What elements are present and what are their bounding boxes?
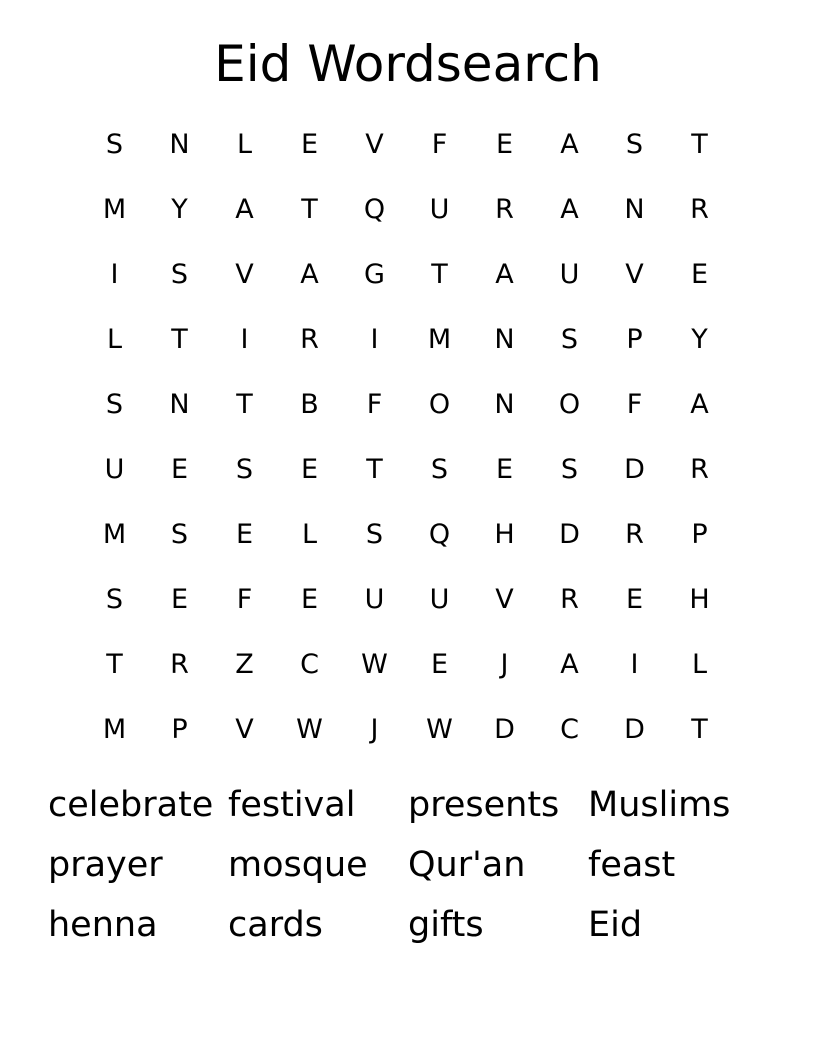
grid-cell: E xyxy=(235,519,254,550)
grid-cell: S xyxy=(105,584,124,615)
grid-cell: F xyxy=(626,389,643,420)
grid-cell: S xyxy=(235,454,254,485)
grid-cell: F xyxy=(366,389,383,420)
grid-cell: Q xyxy=(428,519,451,550)
word-list-item: Muslims xyxy=(588,785,731,825)
grid-cell: N xyxy=(624,194,645,225)
grid-cell: P xyxy=(171,714,188,745)
grid-cell: R xyxy=(690,454,709,485)
grid-cell: Y xyxy=(691,324,708,355)
grid-cell: U xyxy=(559,259,580,290)
word-list-item: celebrate xyxy=(48,785,214,825)
grid-cell: A xyxy=(560,649,579,680)
grid-cell: S xyxy=(365,519,384,550)
word-list-item: prayer xyxy=(48,845,163,885)
grid-cell: J xyxy=(500,649,509,680)
grid-cell: T xyxy=(366,454,383,485)
grid-cell: L xyxy=(236,129,253,160)
word-list-item: gifts xyxy=(408,905,484,945)
grid-cell: E xyxy=(495,454,514,485)
grid-cell: T xyxy=(106,649,123,680)
grid-cell: I xyxy=(110,259,119,290)
grid-cell: A xyxy=(560,194,579,225)
grid-cell: T xyxy=(301,194,318,225)
grid-cell: N xyxy=(169,389,190,420)
grid-cell: G xyxy=(364,259,385,290)
grid-cell: P xyxy=(626,324,643,355)
grid-cell: S xyxy=(170,259,189,290)
grid-cell: A xyxy=(300,259,319,290)
grid-cell: T xyxy=(691,714,708,745)
grid-cell: S xyxy=(170,519,189,550)
grid-cell: W xyxy=(426,714,453,745)
grid-cell: U xyxy=(364,584,385,615)
grid-cell: U xyxy=(104,454,125,485)
grid-cell: A xyxy=(495,259,514,290)
word-list-item: cards xyxy=(228,905,323,945)
grid-cell: A xyxy=(560,129,579,160)
grid-cell: E xyxy=(170,454,189,485)
grid-cell: S xyxy=(625,129,644,160)
grid-cell: H xyxy=(494,519,515,550)
grid-cell: F xyxy=(431,129,448,160)
grid-cell: D xyxy=(624,714,645,745)
grid-cell: D xyxy=(494,714,515,745)
grid-cell: W xyxy=(296,714,323,745)
grid-cell: M xyxy=(102,519,127,550)
grid-cell: N xyxy=(494,324,515,355)
grid-cell: V xyxy=(625,259,644,290)
grid-cell: E xyxy=(170,584,189,615)
grid-cell: R xyxy=(300,324,319,355)
grid-cell: L xyxy=(106,324,123,355)
word-list xyxy=(48,775,768,955)
grid-cell: V xyxy=(235,714,254,745)
grid-cell: E xyxy=(430,649,449,680)
grid-cell: L xyxy=(301,519,318,550)
grid-cell: I xyxy=(370,324,379,355)
grid-cell: R xyxy=(625,519,644,550)
grid-cell: E xyxy=(300,129,319,160)
grid-cell: Z xyxy=(235,649,254,680)
grid-cell: E xyxy=(300,584,319,615)
grid-cell: Q xyxy=(363,194,386,225)
grid-cell: E xyxy=(300,454,319,485)
grid-cell: J xyxy=(370,714,379,745)
grid-cell: S xyxy=(560,454,579,485)
grid-cell: W xyxy=(361,649,388,680)
grid-cell: M xyxy=(102,194,127,225)
grid-cell: A xyxy=(690,389,709,420)
grid-cell: N xyxy=(169,129,190,160)
grid-cell: R xyxy=(690,194,709,225)
grid-cell: T xyxy=(431,259,448,290)
grid-cell: F xyxy=(236,584,253,615)
grid-cell: D xyxy=(559,519,580,550)
grid-cell: T xyxy=(691,129,708,160)
grid-cell: T xyxy=(236,389,253,420)
grid-cell: S xyxy=(560,324,579,355)
grid-cell: V xyxy=(495,584,514,615)
word-list-item: Eid xyxy=(588,905,643,945)
word-list-item: feast xyxy=(588,845,676,885)
grid-cell: A xyxy=(235,194,254,225)
grid-cell: O xyxy=(428,389,451,420)
grid-cell: H xyxy=(689,584,710,615)
grid-cell: O xyxy=(558,389,581,420)
grid-cell: V xyxy=(365,129,384,160)
grid-cell: R xyxy=(560,584,579,615)
grid-cell: T xyxy=(171,324,188,355)
word-list-item: festival xyxy=(228,785,356,825)
grid-cell: R xyxy=(495,194,514,225)
grid-cell: N xyxy=(494,389,515,420)
grid-cell: I xyxy=(240,324,249,355)
grid-cell: B xyxy=(300,389,319,420)
word-list-item: mosque xyxy=(228,845,368,885)
grid-cell: R xyxy=(170,649,189,680)
letter-grid xyxy=(82,112,732,762)
grid-cell: V xyxy=(235,259,254,290)
grid-cell: S xyxy=(105,389,124,420)
word-list-item: henna xyxy=(48,905,158,945)
grid-cell: E xyxy=(690,259,709,290)
grid-cell: L xyxy=(691,649,708,680)
grid-cell: M xyxy=(427,324,452,355)
grid-cell: I xyxy=(630,649,639,680)
grid-cell: S xyxy=(430,454,449,485)
grid-cell: S xyxy=(105,129,124,160)
grid-cell: U xyxy=(429,584,450,615)
grid-cell: C xyxy=(560,714,579,745)
grid-cell: P xyxy=(691,519,708,550)
grid-cell: E xyxy=(495,129,514,160)
word-list-item: presents xyxy=(408,785,560,825)
grid-cell: M xyxy=(102,714,127,745)
grid-cell: E xyxy=(625,584,644,615)
grid-cell: U xyxy=(429,194,450,225)
grid-cell: D xyxy=(624,454,645,485)
page-title: Eid Wordsearch xyxy=(214,35,602,93)
grid-cell: Y xyxy=(171,194,188,225)
word-list-item: Qur'an xyxy=(408,845,526,885)
grid-cell: C xyxy=(300,649,319,680)
